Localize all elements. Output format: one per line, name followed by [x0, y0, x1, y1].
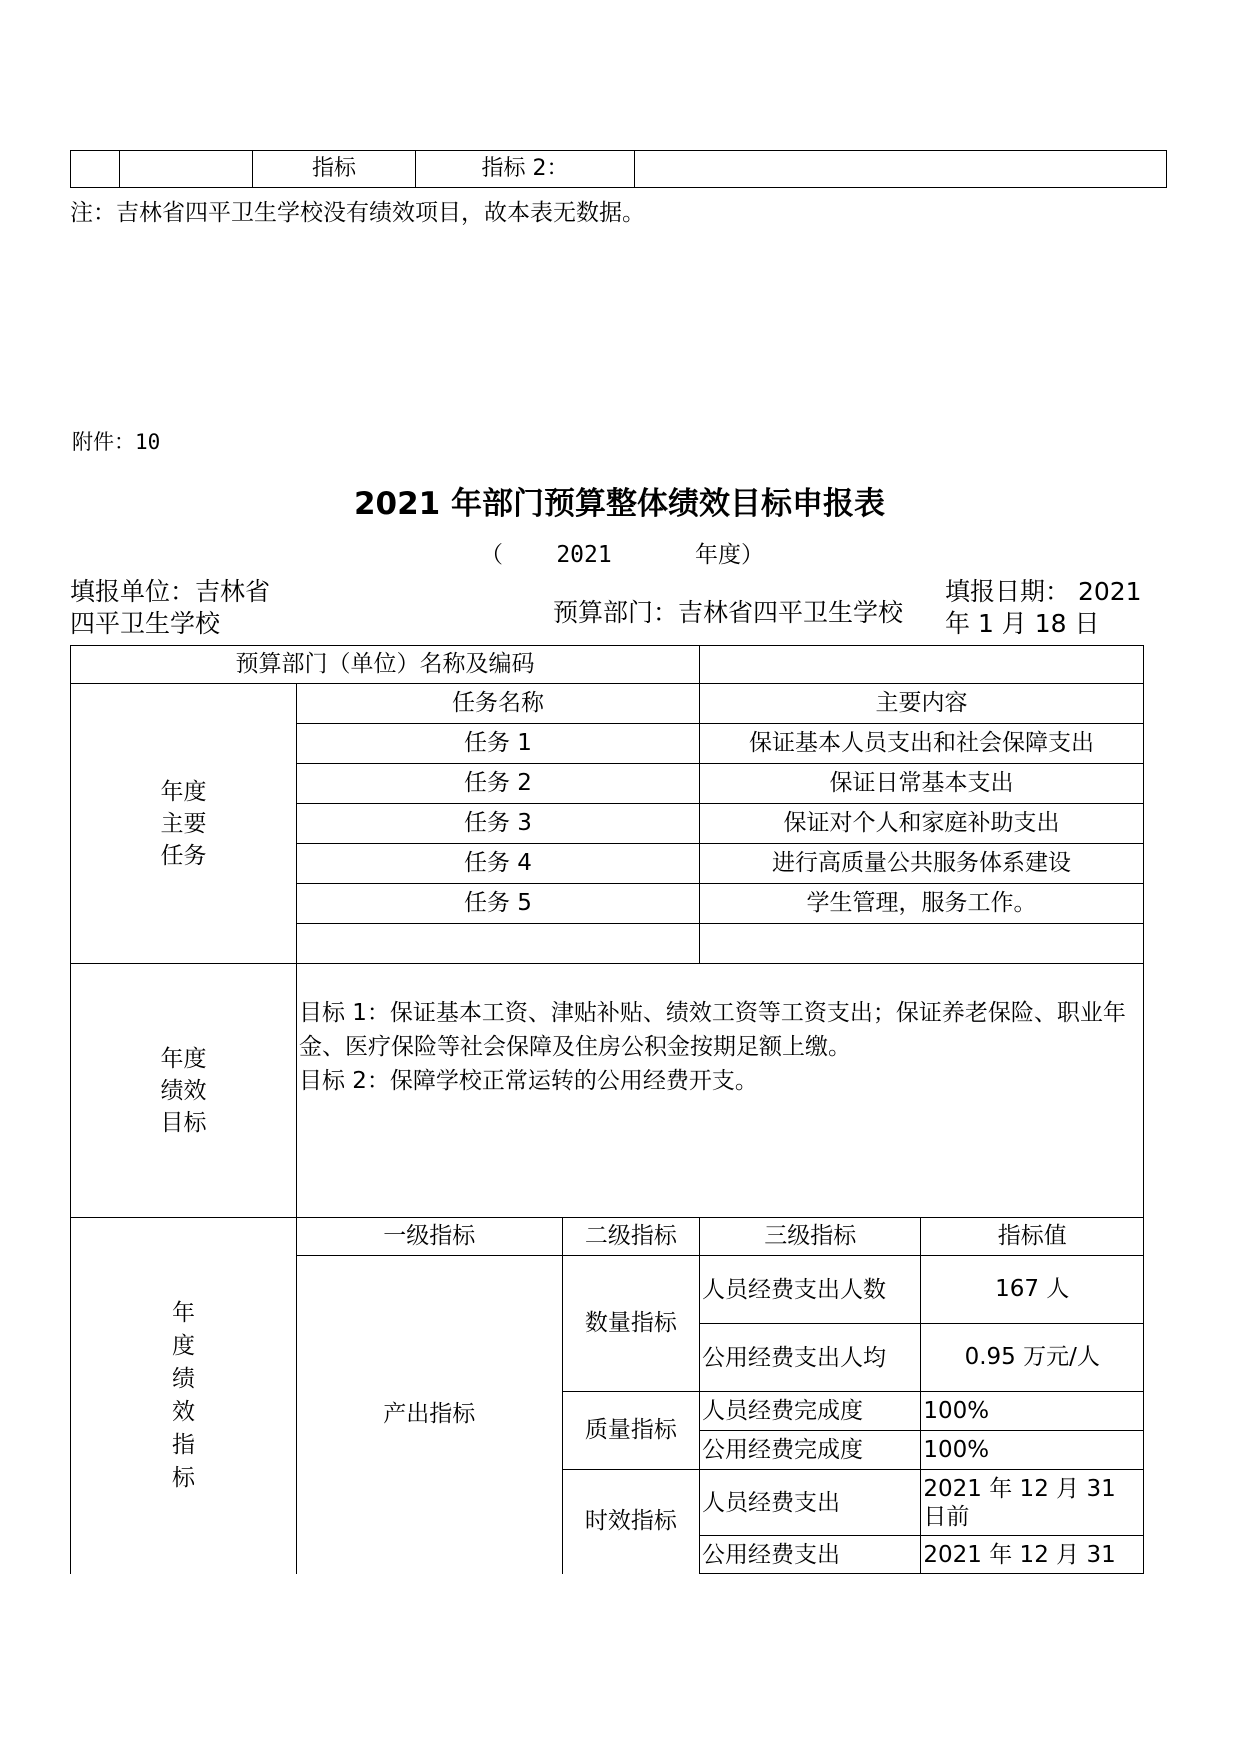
goal-2: 目标 2：保障学校正常运转的公用经费开支。: [298, 1068, 758, 1094]
attachment-label: 附件：10: [72, 430, 161, 454]
indicator-value: 167 人: [921, 1256, 1144, 1324]
top-cell-indicator: 指标: [253, 151, 416, 188]
date-label: 填报日期： 2021 年 1 月 18 日: [945, 577, 1142, 638]
level3-indicator: 人员经费支出: [700, 1470, 921, 1536]
goals-content: [296, 964, 1143, 1218]
indicator-value: 0.95 万元/人: [921, 1324, 1144, 1392]
indicator-value: 100%: [921, 1431, 1144, 1470]
task-content: 保证对个人和家庭补助支出: [700, 804, 1144, 844]
year-value: 2021: [556, 542, 612, 568]
level3-indicator: 公用经费完成度: [700, 1431, 921, 1470]
name-code-value: [700, 646, 1144, 684]
tasks-label: 年度 主要 任务: [71, 684, 297, 964]
unit-label: 填报单位：吉林省四平卫生学校: [70, 577, 271, 638]
quality-indicator: 质量指标: [562, 1392, 699, 1470]
top-cell-indicator-2: 指标 2：: [416, 151, 635, 188]
indicator-value: 2021 年 12 月 31: [921, 1536, 1144, 1574]
task-content: 保证基本人员支出和社会保障支出: [700, 724, 1144, 764]
indicator-value: 2021 年 12 月 31 日前: [921, 1470, 1144, 1536]
task-name: 任务 2: [296, 764, 699, 804]
top-partial-table: [70, 150, 1167, 188]
name-code-label: 预算部门（单位）名称及编码: [71, 646, 700, 684]
task-name: 任务 1: [296, 724, 699, 764]
level3-indicator: 公用经费支出人均: [700, 1324, 921, 1392]
task-content: 保证日常基本支出: [700, 764, 1144, 804]
task-content: 学生管理，服务工作。: [700, 884, 1144, 924]
ind-header-level1: 一级指标: [296, 1218, 562, 1256]
output-indicator: 产出指标: [296, 1256, 562, 1574]
task-name: [296, 924, 699, 964]
indicator-value: 100%: [921, 1392, 1144, 1431]
budget-performance-table: [70, 645, 1144, 1574]
level3-indicator: 人员经费支出人数: [700, 1256, 921, 1324]
year-line: [480, 536, 764, 569]
ind-header-value: 指标值: [921, 1218, 1144, 1256]
task-content: 进行高质量公共服务体系建设: [700, 844, 1144, 884]
year-suffix: 年度）: [695, 542, 765, 568]
task-name: 任务 5: [296, 884, 699, 924]
dept-label: 预算部门：吉林省四平卫生学校: [553, 598, 904, 627]
task-name: 任务 4: [296, 844, 699, 884]
level3-indicator: 公用经费支出: [700, 1536, 921, 1574]
goal-1: 目标 1：保证基本工资、津贴补贴、绩效工资等工资支出；保证养老保险、职业年金、医疗保险等社会保障及住房公积金按期足额上缴。: [298, 1000, 1126, 1060]
level3-indicator: 人员经费完成度: [700, 1392, 921, 1431]
indicators-label: 年 度 绩 效 指 标: [71, 1218, 297, 1574]
ind-header-level3: 三级指标: [700, 1218, 921, 1256]
quantity-indicator: 数量指标: [562, 1256, 699, 1392]
task-header-content: 主要内容: [700, 684, 1144, 724]
note-text: 注：吉林省四平卫生学校没有绩效项目，故本表无数据。: [70, 200, 645, 226]
task-header-name: 任务名称: [296, 684, 699, 724]
top-cell-5: [635, 151, 1167, 188]
task-content: [700, 924, 1144, 964]
goals-label: 年度 绩效 目标: [71, 964, 297, 1218]
page-title: 2021 年部门预算整体绩效目标申报表: [353, 486, 886, 522]
task-name: 任务 3: [296, 804, 699, 844]
top-cell-1: [71, 151, 120, 188]
ind-header-level2: 二级指标: [562, 1218, 699, 1256]
top-cell-2: [120, 151, 253, 188]
year-open-paren: （: [480, 542, 503, 568]
timeliness-indicator: 时效指标: [562, 1470, 699, 1574]
